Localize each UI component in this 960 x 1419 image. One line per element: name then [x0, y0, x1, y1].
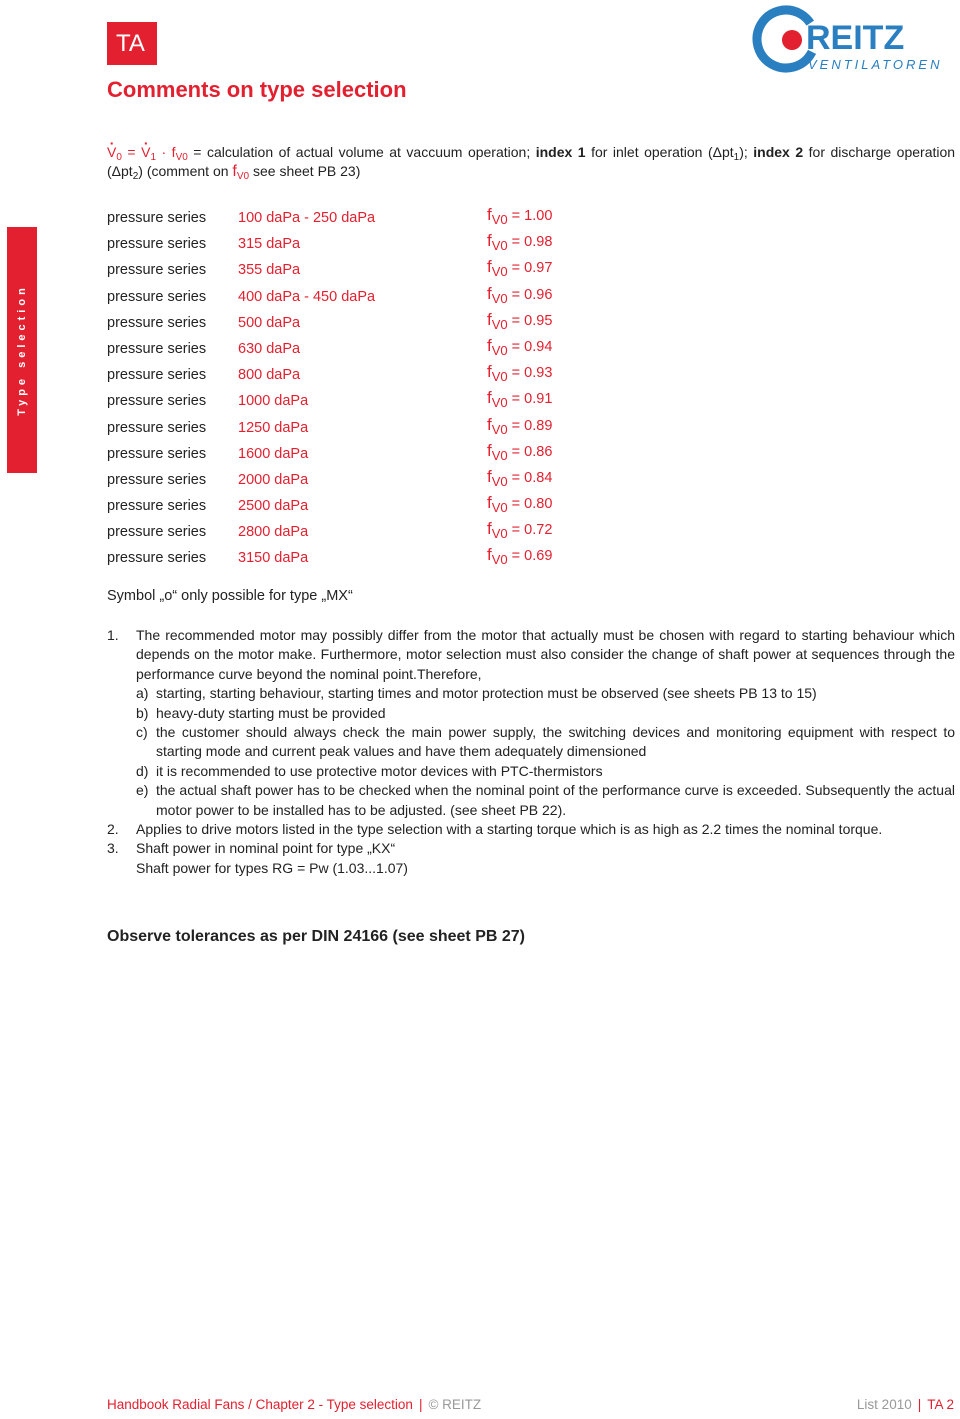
formula-text-2: for inlet operation (Δpt$_1$);	[591, 144, 748, 163]
note-sub-item: b) heavy-duty starting must be provided	[136, 704, 386, 721]
series-range: 1250 daPa	[238, 419, 309, 436]
series-factor: fV0 = 0.95	[487, 309, 553, 332]
series-range: 2000 daPa	[238, 471, 309, 488]
footer-handbook: Handbook Radial Fans / Chapter 2 - Type selection	[107, 1397, 413, 1412]
note-sub-item: d) it is recommended to use protective motor devices with PTC-thermistors	[136, 762, 603, 779]
formula-text-1: = calculation of actual volume at vaccuum operation;	[193, 144, 531, 160]
note-text-line-1: Shaft power in nominal point for type „KX“	[136, 840, 396, 857]
series-label: pressure series	[107, 340, 207, 357]
footer-right	[857, 1397, 954, 1412]
side-tab-label: Type selection	[16, 284, 28, 416]
series-row	[107, 233, 667, 259]
series-range: 800 daPa	[238, 367, 301, 384]
series-range: 1000 daPa	[238, 393, 309, 410]
note-1	[107, 626, 955, 820]
series-row	[107, 547, 667, 573]
series-factor: fV0 = 0.91	[487, 388, 553, 411]
series-factor: fV0 = 0.98	[487, 231, 553, 254]
note-text-line-2: Shaft power for types RG = Pw (1.03...1.07)	[136, 859, 408, 876]
formula-index1: index 1	[535, 144, 586, 160]
series-range: 100 daPa - 250 daPa	[238, 210, 376, 226]
series-range: 630 daPa	[238, 340, 301, 357]
series-row	[107, 283, 667, 312]
footer-list: List 2010	[856, 1397, 912, 1412]
series-row	[107, 364, 667, 390]
series-row	[107, 466, 667, 495]
series-factor: fV0 = 0.93	[487, 362, 553, 385]
series-label: pressure series	[107, 288, 207, 305]
tolerance-note: Observe tolerances as per DIN 24166 (see sheet PB 27)	[107, 928, 525, 945]
logo-subtext: VENTILATOREN	[808, 57, 943, 72]
footer-separator: |	[917, 1397, 922, 1412]
series-factor: fV0 = 0.89	[487, 414, 553, 437]
series-factor: fV0 = 0.94	[487, 335, 553, 358]
formula-rhs: · $V_1$	[141, 144, 156, 160]
formula-index2: index 2	[753, 144, 804, 160]
footer-separator: |	[418, 1397, 423, 1412]
series-label: pressure series	[107, 367, 207, 384]
note-number: 2.	[107, 821, 119, 838]
series-factor: fV0 = 0.80	[487, 493, 553, 516]
footer-page: TA 2	[927, 1397, 954, 1412]
formula-text-4: for discharge operation (Δpt$_2$) (comment on	[107, 144, 956, 182]
reitz-logo	[752, 4, 958, 74]
note-sub-item: a) starting, starting behaviour, starting times and motor protection must be observed (see sheets PB 13 to 15)	[136, 685, 817, 702]
series-label: pressure series	[107, 550, 207, 567]
series-range: 2500 daPa	[238, 498, 309, 515]
series-range: 355 daPa	[238, 262, 301, 279]
series-range: 3150 daPa	[238, 550, 309, 567]
series-label: pressure series	[107, 262, 207, 279]
series-row	[107, 335, 667, 364]
series-range: 2800 daPa	[238, 524, 309, 541]
series-row	[107, 390, 667, 416]
series-factor: fV0 = 1.00	[487, 205, 553, 227]
footer-left	[107, 1397, 481, 1412]
formula-text-6: see sheet PB 23)	[252, 163, 361, 179]
series-factor: fV0 = 0.97	[487, 257, 553, 280]
series-label: pressure series	[107, 419, 207, 436]
symbol-note: Symbol „o“ only possible for type „MX“	[107, 588, 353, 604]
series-factor: fV0 = 0.86	[487, 440, 553, 463]
series-label: pressure series	[107, 445, 207, 462]
series-factor: fV0 = 0.96	[487, 283, 553, 306]
page-title: Comments on type selection	[107, 77, 407, 102]
series-label: pressure series	[107, 314, 207, 331]
series-factor: fV0 = 0.72	[487, 519, 553, 542]
series-row	[107, 309, 667, 338]
formula-lhs: · $V_0$	[107, 144, 122, 160]
series-range: 500 daPa	[238, 314, 301, 331]
formula-dot: ·	[161, 144, 167, 160]
note-2	[107, 820, 955, 839]
series-range: 315 daPa	[238, 236, 301, 253]
series-row	[107, 495, 667, 521]
formula-factor: $f_{V0}$	[171, 144, 188, 163]
series-label: pressure series	[107, 236, 207, 253]
series-factor: fV0 = 0.69	[487, 545, 553, 568]
note-3	[107, 839, 955, 878]
formula-equals: =	[127, 144, 136, 160]
series-factor: fV0 = 0.84	[487, 466, 553, 489]
logo-wordmark: REITZ	[806, 19, 905, 57]
section-badge: TA	[107, 22, 157, 65]
formula-paragraph	[107, 143, 955, 181]
notes-list	[107, 626, 955, 878]
note-number: 1.	[107, 627, 119, 643]
series-label: pressure series	[107, 471, 207, 488]
note-text: Applies to drive motors listed in the type selection with a starting torque which is as high as 2.2 times the nominal torque.	[136, 821, 883, 838]
note-sub-item: c) the customer should always check the main power supply, the switching devices and monitoring equipment with respect to starting mode and current peak values and have them adequately dimensioned	[136, 724, 955, 760]
note-sub-item: e) the actual shaft power has to be checked when the nominal point of the performance curve is exceeded. Subsequently the actual motor power to be installed has to be adjusted. (see sheet PB 22).	[136, 782, 955, 818]
pressure-series-table	[107, 207, 667, 574]
series-label: pressure series	[107, 524, 207, 541]
formula-comment-factor: $f_{V0}$	[232, 163, 250, 182]
series-row	[107, 414, 667, 443]
note-number: 3.	[107, 840, 119, 857]
series-range: 1600 daPa	[238, 445, 309, 462]
series-row	[107, 521, 667, 547]
series-range: 400 daPa - 450 daPa	[238, 288, 376, 305]
series-row	[107, 440, 667, 469]
side-tab	[7, 227, 37, 473]
series-row	[107, 207, 667, 233]
note-text: The recommended motor may possibly differ from the motor that actually must be chosen with regard to starting behaviour which depends on the motor make. Furthermore, motor selection must also consider the change of shaft power at sequences through the performance curve beyond the nominal point.Therefore,	[136, 627, 955, 682]
series-label: pressure series	[107, 498, 207, 515]
series-label: pressure series	[107, 210, 207, 226]
footer-copyright: © REITZ	[428, 1397, 482, 1412]
series-row	[107, 259, 667, 285]
series-label: pressure series	[107, 393, 207, 410]
